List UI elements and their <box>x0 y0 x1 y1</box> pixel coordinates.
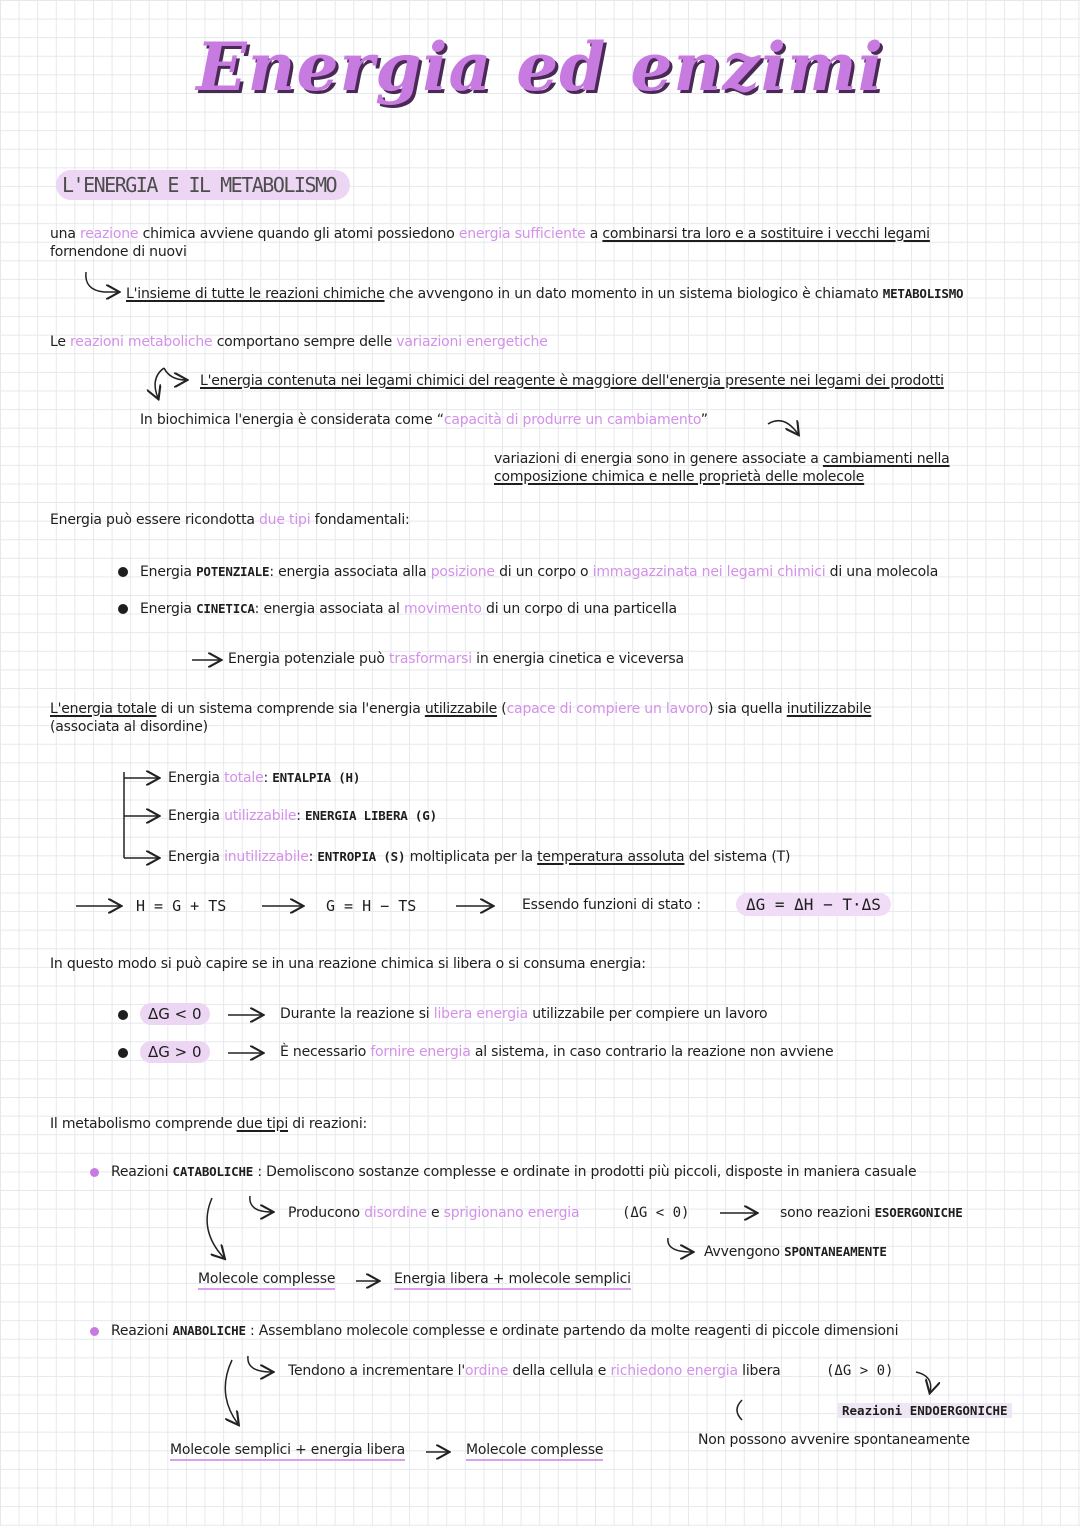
anabolic-not-spontaneous: Non possono avvenire spontaneamente <box>698 1432 970 1448</box>
formula-enthalpy: H = G + TS <box>136 897 227 915</box>
paragraph-metabolic-reactions: Le reazioni metaboliche comportano sempre delle variazioni energetiche <box>50 334 548 350</box>
dg-positive-badge: ΔG > 0 <box>140 1041 210 1063</box>
formula-free-energy: G = H − TS <box>326 897 417 915</box>
gibbs-equation: ΔG = ΔH − T·ΔS <box>736 893 891 916</box>
catabolic-product: Energia libera + molecole semplici <box>394 1271 631 1290</box>
state-functions-label: Essendo funzioni di stato : <box>522 897 701 913</box>
tree-item-enthalpy: Energia totale: ENTALPIA (H) <box>168 770 361 786</box>
anabolic-detail: Tendono a incrementare l'ordine della cellula e richiedono energia libera <box>288 1363 781 1379</box>
dg-negative-desc: Durante la reazione si libera energia utilizzabile per compiere un lavoro <box>280 1006 768 1022</box>
list-item-kinetic: Energia CINETICA: energia associata al movimento di un corpo di una particella <box>118 601 677 617</box>
tree-item-entropy: Energia inutilizzabile: ENTROPIA (S) moltiplicata per la temperatura assoluta del sistema (T) <box>168 849 791 865</box>
catabolic-reactant: Molecole complesse <box>198 1271 335 1290</box>
paragraph-bond-energy: L'energia contenuta nei legami chimici del reagente è maggiore dell'energia presente nei legami dei prodotti <box>200 373 944 389</box>
anabolic-heading: Reazioni ANABOLICHE : Assemblano molecole complesse e ordinate partendo da molte reagenti di piccole dimensioni <box>90 1323 898 1339</box>
catabolic-dg: (ΔG < 0) <box>622 1205 690 1221</box>
catabolic-spontaneous: Avvengono SPONTANEAMENTE <box>704 1244 887 1260</box>
paragraph-energy-types: Energia può essere ricondotta due tipi fondamentali: <box>50 512 410 528</box>
catabolic-detail: Producono disordine e sprigionano energia <box>288 1205 580 1221</box>
dg-negative-badge: ΔG < 0 <box>140 1003 210 1025</box>
paragraph-energy-variations-cont: composizione chimica e nelle proprietà delle molecole <box>494 469 865 485</box>
catabolic-heading: Reazioni CATABOLICHE : Demoliscono sostanze complesse e ordinate in prodotti più piccoli, disposte in maniera casuale <box>90 1164 916 1180</box>
paragraph-reaction-types: Il metabolismo comprende due tipi di reazioni: <box>50 1116 368 1132</box>
paragraph-total-energy-cont: (associata al disordine) <box>50 719 208 735</box>
paragraph-energy-transform: Energia potenziale può trasformarsi in energia cinetica e viceversa <box>228 651 684 667</box>
paragraph-total-energy: L'energia totale di un sistema comprende sia l'energia utilizzabile (capace di compiere un lavoro) sia quella inutilizzabile <box>50 701 872 717</box>
paragraph-metabolism-def: L'insieme di tutte le reazioni chimiche che avvengono in un dato momento in un sistema biologico è chiamato METABOLISMO <box>126 286 964 302</box>
section-heading: L'ENERGIA E IL METABOLISMO <box>56 170 350 200</box>
list-item-potential: Energia POTENZIALE: energia associata alla posizione di un corpo o immagazzinata nei legami chimici di una molecola <box>118 564 938 580</box>
anabolic-dg: (ΔG > 0) <box>826 1363 894 1379</box>
anabolic-endergonic: Reazioni ENDOERGONICHE <box>838 1403 1012 1418</box>
paragraph-energy-check: In questo modo si può capire se in una reazione chimica si libera o si consuma energia: <box>50 956 646 972</box>
dg-positive-desc: È necessario fornire energia al sistema, in caso contrario la reazione non avviene <box>280 1044 834 1060</box>
paragraph-reaction: una reazione chimica avviene quando gli atomi possiedono energia sufficiente a combinarsi tra loro e a sostituire i vecchi legami <box>50 226 930 242</box>
page-title: Energia ed enzimi <box>196 28 884 106</box>
paragraph-energy-variations: variazioni di energia sono in genere associate a cambiamenti nella <box>494 451 950 467</box>
anabolic-reactant: Molecole semplici + energia libera <box>170 1442 405 1461</box>
catabolic-exergonic: sono reazioni ESOERGONICHE <box>780 1205 963 1221</box>
tree-item-free-energy: Energia utilizzabile: ENERGIA LIBERA (G) <box>168 808 437 824</box>
anabolic-product: Molecole complesse <box>466 1442 603 1461</box>
paragraph-biochem-definition: In biochimica l'energia è considerata come “capacità di produrre un cambiamento” <box>140 412 708 428</box>
paragraph-reaction-cont: fornendone di nuovi <box>50 244 187 260</box>
